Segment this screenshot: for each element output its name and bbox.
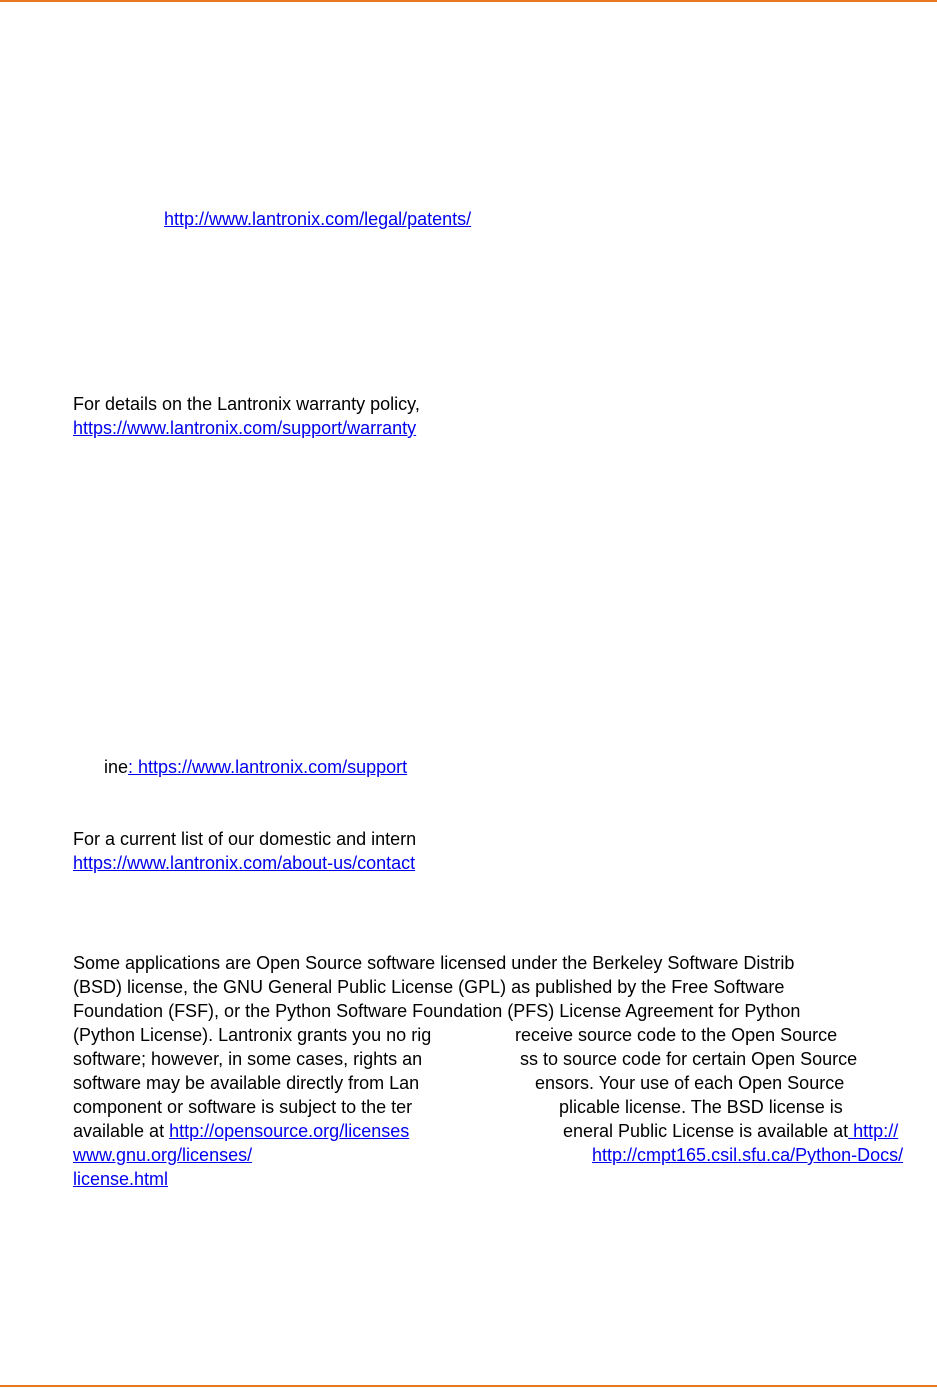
open-source-line-5a: software; however, in some cases, rights an [73, 1049, 423, 1069]
open-source-line-8a [73, 1119, 409, 1143]
open-source-line-8b [563, 1119, 898, 1143]
bsd-license-link[interactable]: http://opensource.org/licenses [169, 1121, 410, 1141]
open-source-line-4a: (Python License). Lantronix grants you no rig [73, 1025, 432, 1045]
open-source-line-3: Foundation (FSF), or the Python Software Foundation (PFS) License Agreement for Python [73, 1001, 801, 1021]
open-source-line-7b: plicable license. The BSD license is [559, 1097, 843, 1117]
open-source-line-2: (BSD) license, the GNU General Public License (GPL) as published by the Free Software [73, 977, 785, 997]
warranty-text: For details on the Lantronix warranty policy, [73, 394, 420, 414]
open-source-line-7a: component or software is subject to the ter [73, 1097, 413, 1117]
gpl-link-start[interactable]: http:// [848, 1121, 899, 1141]
contact-text: For a current list of our domestic and intern [73, 829, 417, 849]
support-prefix: ine [104, 757, 129, 777]
open-source-line-6b: ensors. Your use of each Open Source [535, 1073, 845, 1093]
gpl-link-end[interactable]: www.gnu.org/licenses/ [73, 1145, 253, 1165]
contact-link[interactable]: https://www.lantronix.com/about-us/contact [73, 853, 416, 873]
python-license-link-start[interactable]: http://cmpt165.csil.sfu.ca/Python-Docs/ [592, 1145, 904, 1165]
warranty-link[interactable]: https://www.lantronix.com/support/warranty [73, 418, 417, 438]
open-source-line-1: Some applications are Open Source software licensed under the Berkeley Software Distrib [73, 953, 795, 973]
bsd-available-text: available at [73, 1121, 170, 1141]
patents-link[interactable]: http://www.lantronix.com/legal/patents/ [164, 209, 472, 229]
open-source-line-5b: ss to source code for certain Open Source [520, 1049, 858, 1069]
bottom-rule [0, 1385, 937, 1387]
support-line [104, 755, 407, 779]
open-source-line-6a: software may be available directly from Lan [73, 1073, 420, 1093]
gpl-available-text: eneral Public License is available at [563, 1121, 849, 1141]
open-source-line-4b: receive source code to the Open Source [515, 1025, 838, 1045]
top-rule [0, 0, 937, 2]
support-link[interactable]: : https://www.lantronix.com/support [128, 757, 408, 777]
python-license-link-end[interactable]: license.html [73, 1169, 169, 1189]
